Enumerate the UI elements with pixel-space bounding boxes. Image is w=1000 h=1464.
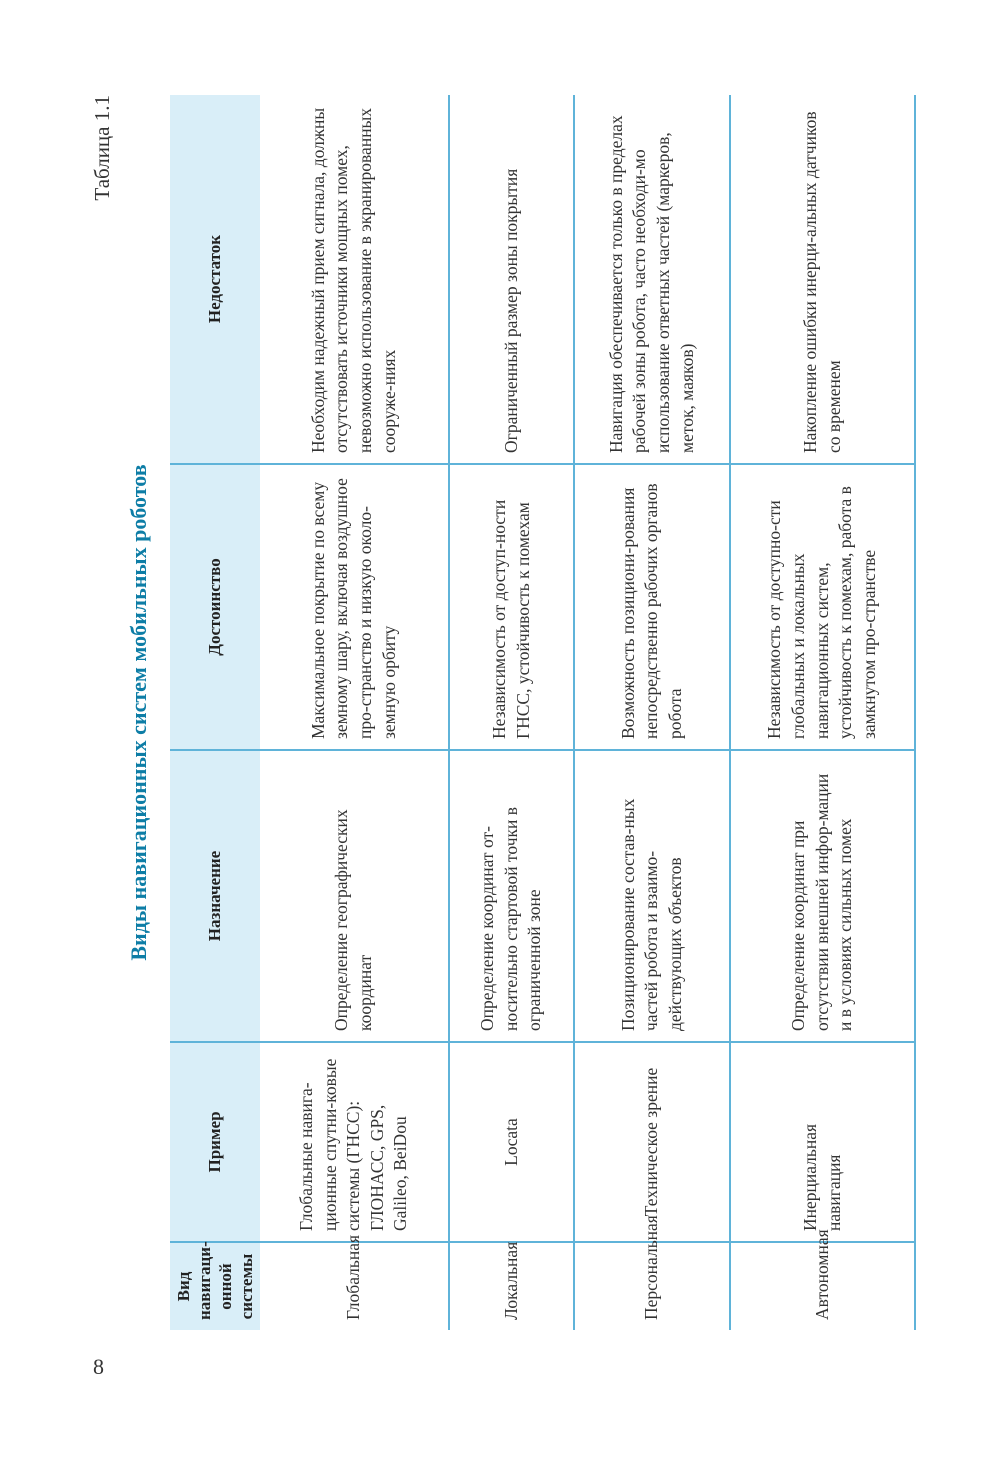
- header-purpose: Назначение: [170, 750, 260, 1042]
- rotated-table-block: [90, 95, 880, 1330]
- cell-example: Глобальные навига-ционные спутни-ковые системы (ГНСС): ГЛОНАСС, GPS, Galileo, BeiDou: [260, 1042, 449, 1242]
- cell-advantage: Возможность позициони-рования непосредственно рабочих органов робота: [574, 464, 730, 750]
- cell-purpose: Определение географических координат: [260, 750, 449, 1042]
- cell-example: Техническое зрение: [574, 1042, 730, 1242]
- table-row: [730, 95, 915, 1330]
- cell-example: Инерциальная навигация: [730, 1042, 915, 1242]
- cell-type: Глобальная: [260, 1242, 449, 1330]
- cell-advantage: Независимость от доступно-сти глобальных и локальных навигационных систем, устойчивость к помехам, работа в замкнутом про-странстве: [730, 464, 915, 750]
- cell-disadvantage: Необходим надежный прием сигнала, должны отсутствовать источники мощных помех, невозможно использование в экранированных сооруже-ниях: [260, 95, 449, 464]
- cell-type: Локальная: [449, 1242, 574, 1330]
- header-advantage: Достоинство: [170, 464, 260, 750]
- table-title: Виды навигационных систем мобильных роботов: [126, 464, 151, 961]
- table-header-row: [170, 95, 260, 1330]
- cell-example: Locata: [449, 1042, 574, 1242]
- table-number: Таблица 1.1: [90, 95, 114, 201]
- cell-type: Персональная: [574, 1242, 730, 1330]
- cell-advantage: Независимость от доступ-ности ГНСС, устойчивость к помехам: [449, 464, 574, 750]
- table-row: [260, 95, 449, 1330]
- cell-purpose: Определение координат при отсутствии внешней инфор-мации и в условиях сильных помех: [730, 750, 915, 1042]
- cell-type: Автономная: [730, 1242, 915, 1330]
- cell-purpose: Позиционирование состав-ных частей робота и взаимо-действующих объектов: [574, 750, 730, 1042]
- cell-disadvantage: Ограниченный размер зоны покрытия: [449, 95, 574, 464]
- table-row: [449, 95, 574, 1330]
- cell-disadvantage: Навигация обеспечивается только в пределах рабочей зоны робота, часто необходи-мо использование ответных частей (маркеров, меток, маяков): [574, 95, 730, 464]
- navigation-systems-table: [170, 95, 916, 1330]
- header-type: Вид навигаци-онной системы: [170, 1242, 260, 1330]
- header-example: Пример: [170, 1042, 260, 1242]
- page-number: 8: [93, 1354, 104, 1379]
- cell-purpose: Определение координат от-носительно стартовой точки в ограниченной зоне: [449, 750, 574, 1042]
- cell-disadvantage: Накопление ошибки инерци-альных датчиков со временем: [730, 95, 915, 464]
- cell-advantage: Максимальное покрытие по всему земному шару, включая воздушное про-странство и низкую около-земную орбиту: [260, 464, 449, 750]
- header-disadvantage: Недостаток: [170, 95, 260, 464]
- table-row: [574, 95, 730, 1330]
